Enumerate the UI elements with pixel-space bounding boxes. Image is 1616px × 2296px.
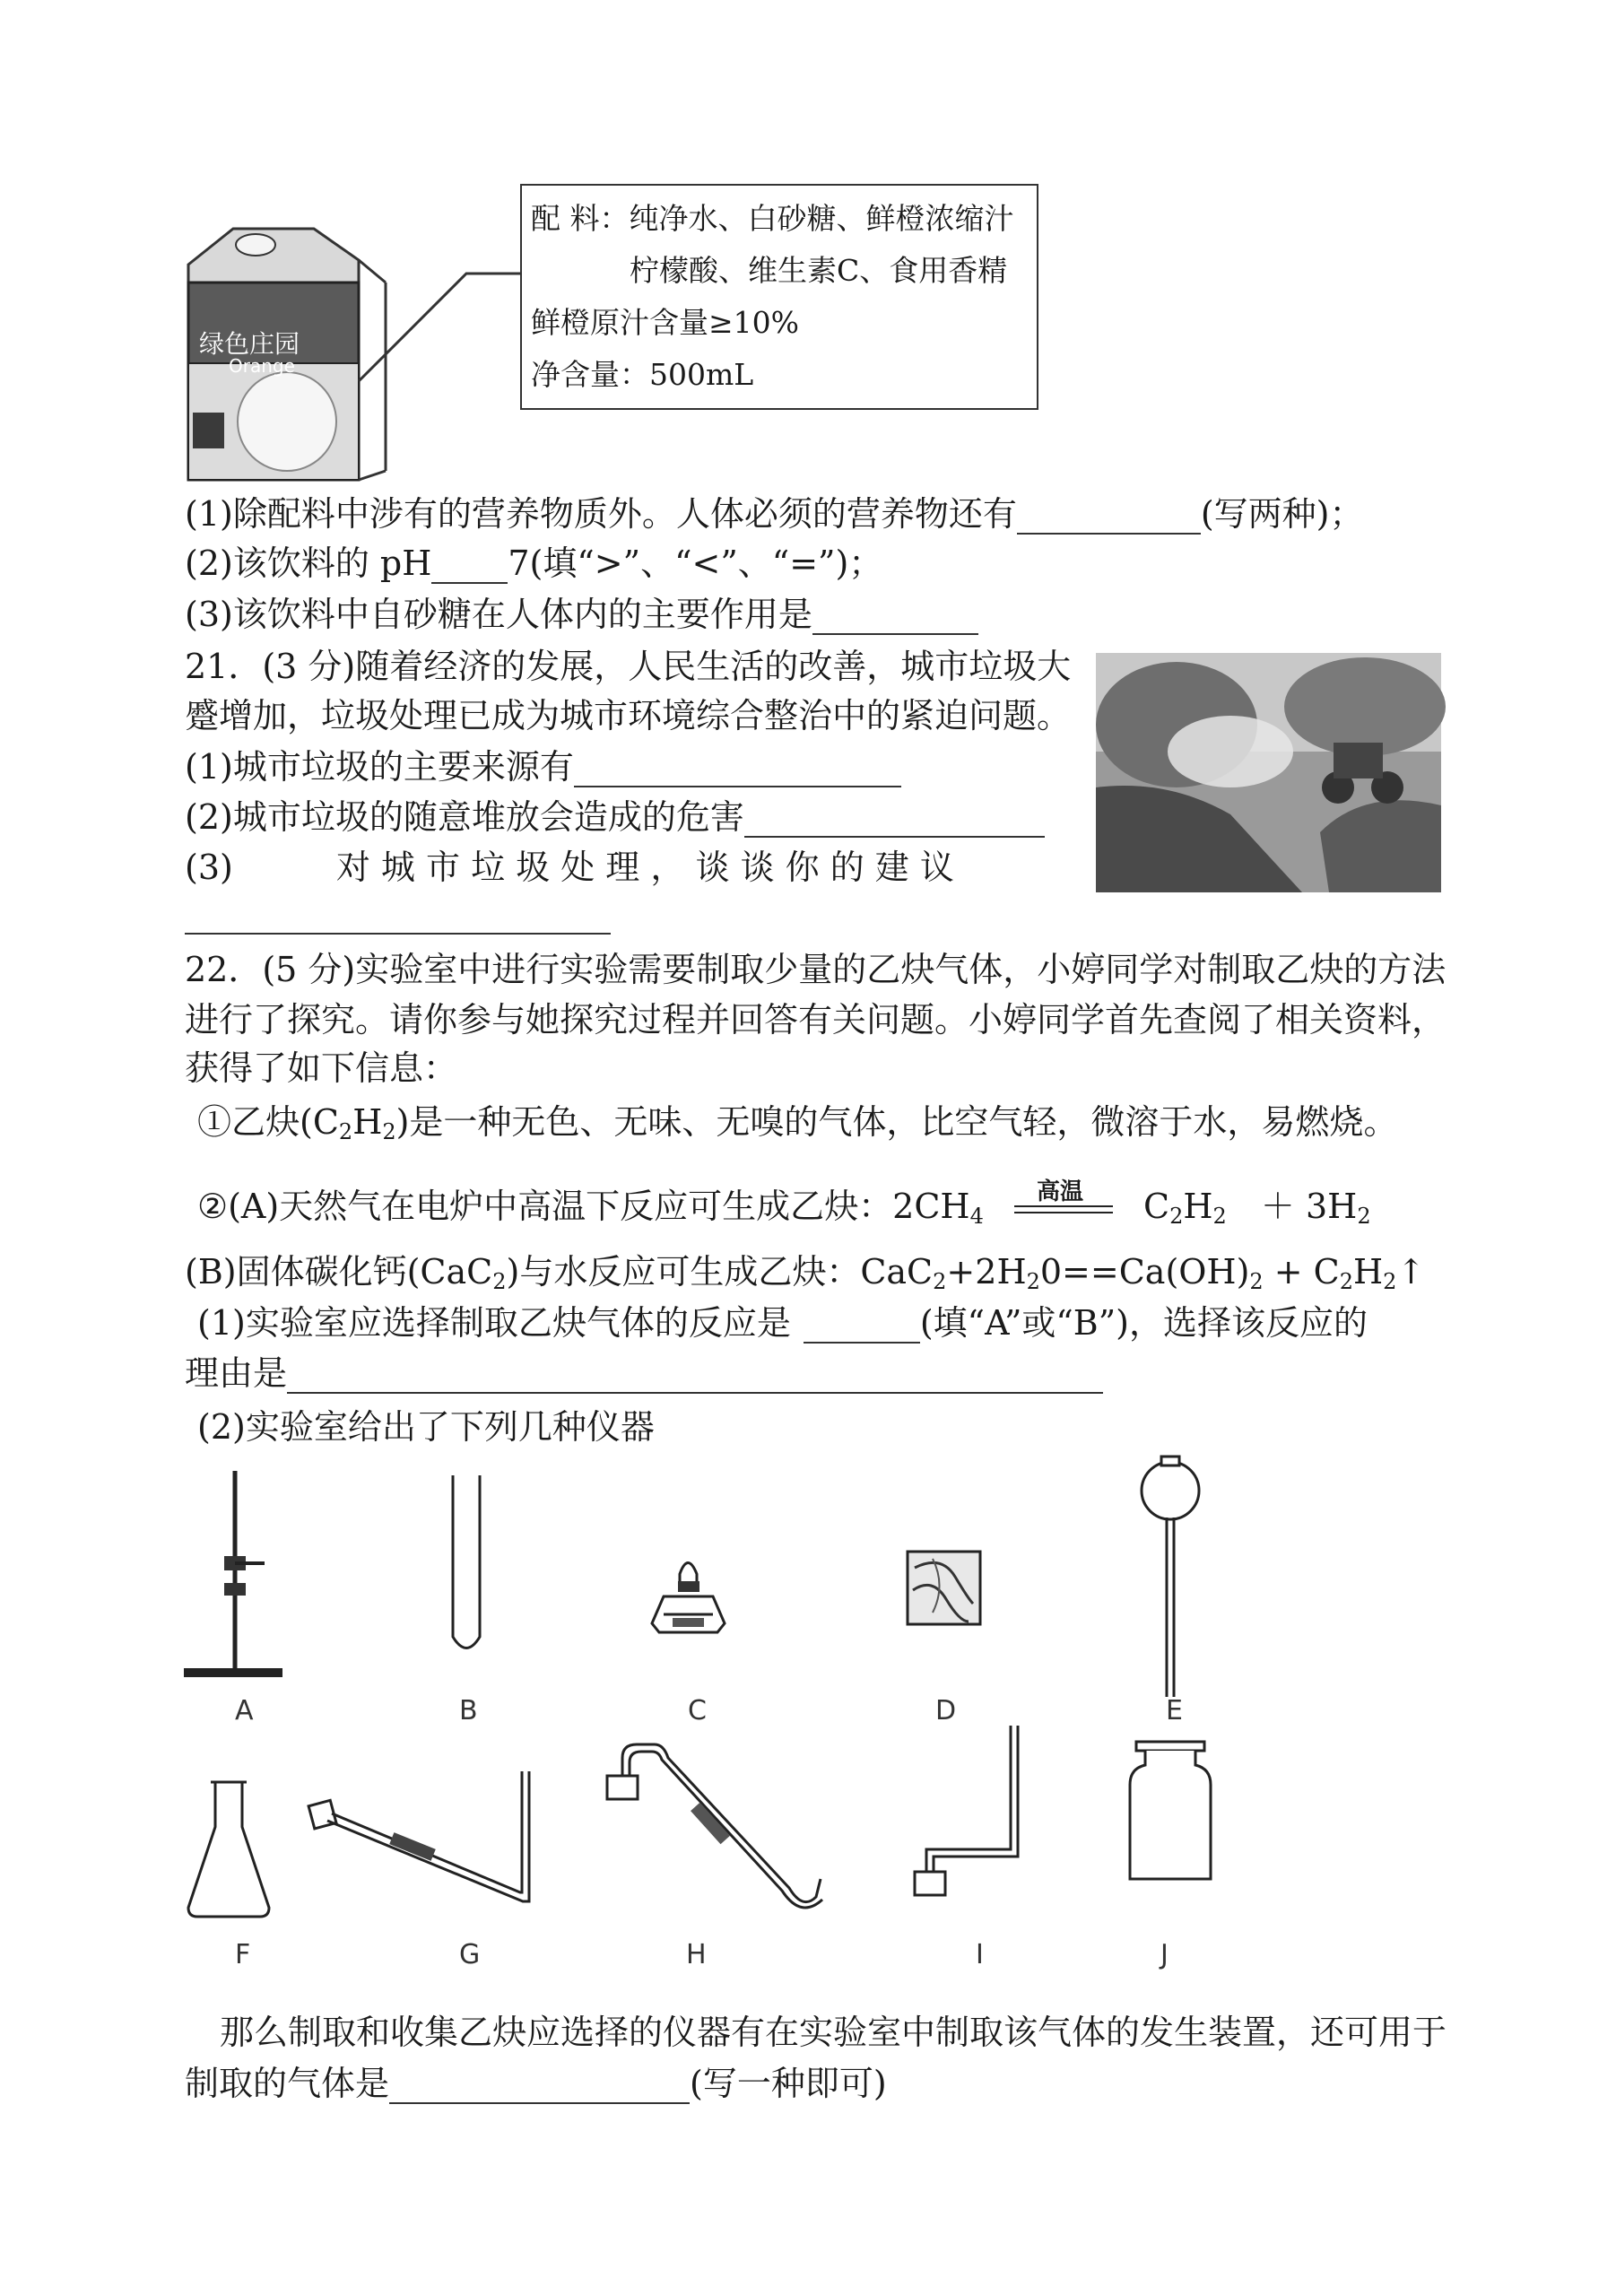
q22-sub1: (1)实验室应选择制取乙炔气体的反应是 (填“A”或“B”)，选择该反应的 — [197, 1303, 1368, 1343]
test-tube-icon — [444, 1471, 489, 1659]
q22-final-1: 那么制取和收集乙炔应选择的仪器有在实验室中制取该气体的发生装置，还可用于 — [220, 2013, 1447, 2052]
q20-sub3: (3)该饮料中自砂糖在人体内的主要作用是 — [185, 594, 978, 635]
instrument-label-d: D — [935, 1695, 957, 1726]
instrument-label-a: A — [235, 1695, 254, 1726]
q22-info-b: (B)固体碳化钙(CaC$_2$)与水反应可生成乙炔：$CaC_2+2H_20==Ca(OH)_2$ + $C_2H_2↑$ — [185, 1252, 1426, 1294]
instrument-label-g: G — [459, 1939, 481, 1970]
juice-box-brand: 绿色庄园 — [199, 329, 300, 359]
instrument-label-i: I — [976, 1939, 984, 1970]
instrument-label-h: H — [686, 1939, 707, 1970]
q22-intro-1: 22．(5 分)实验室中进行实验需要制取少量的乙炔气体，小婷同学对制取乙炔的方法 — [185, 950, 1447, 989]
juice-box-subtext: Orange — [229, 355, 295, 377]
instrument-label-j: J — [1160, 1939, 1169, 1970]
q21-sub2: (2)城市垃圾的随意堆放会造成的危害 — [185, 796, 1045, 838]
instrument-label-e: E — [1166, 1695, 1183, 1726]
reagent-bottle-icon — [1125, 1740, 1215, 1883]
q22-info-1: ①乙炔$(C_2H_2)$是一种无色、无味、无嗅的气体，比空气轻，微溶于水，易燃烧。 — [197, 1102, 1398, 1144]
q22-intro-2: 进行了探究。请你参与她探究过程并回答有关问题。小婷同学首先查阅了相关资料， — [185, 1000, 1447, 1039]
q21-sub2-blank[interactable] — [744, 804, 1045, 838]
reaction-arrow — [1014, 1178, 1113, 1227]
q20-sub1-blank[interactable] — [1017, 500, 1201, 535]
q21-sub1: (1)城市垃圾的主要来源有 — [185, 746, 901, 787]
garbage-photo — [1096, 653, 1441, 892]
bent-tube-stopper-icon — [300, 1767, 543, 1906]
q20-sub3-blank[interactable] — [812, 601, 978, 635]
instrument-label-c: C — [688, 1695, 707, 1726]
q22-final-2: 制取的气体是 (写一种即可) — [185, 2064, 887, 2103]
wooden-block-icon — [906, 1550, 982, 1626]
q21-sub3-blank[interactable] — [185, 900, 611, 935]
reaction-condition: 高温 — [1036, 1178, 1083, 1205]
net-content: 净含量：500mL — [531, 357, 754, 392]
q22-sub1-reason: 理由是 — [185, 1352, 1103, 1394]
alcohol-lamp-icon — [646, 1552, 731, 1637]
separatory-funnel-icon — [1139, 1455, 1202, 1699]
q21-sub3: (3) 对 城 市 垃 圾 处 理 ， 谈 谈 你 的 建 议 — [185, 848, 954, 887]
q22-sub2: (2)实验室给出了下列几种仪器 — [197, 1407, 655, 1447]
instrument-label-b: B — [459, 1695, 478, 1726]
ingredients-line-1: 配 料：纯净水、白砂糖、鲜橙浓缩汁 — [531, 201, 1014, 236]
q20-sub2-blank[interactable] — [431, 550, 508, 584]
l-tube-icon — [883, 1724, 1036, 1903]
q22-reason-blank[interactable] — [287, 1360, 1103, 1394]
conical-flask-icon — [184, 1778, 274, 1921]
ingredient-label-box — [520, 184, 1038, 410]
q21-intro-2: 蹙增加，垃圾处理已成为城市环境综合整治中的紧迫问题。 — [185, 696, 1072, 735]
q20-sub2: (2)该饮料的 pH 7(填“>”、“<”、“=”)； — [185, 544, 883, 583]
ingredients-line-2: 柠檬酸、维生素C、食用香精 — [630, 253, 1008, 288]
q21-sub1-blank[interactable] — [574, 753, 901, 787]
iron-stand-icon — [179, 1466, 287, 1682]
q20-sub1: (1)除配料中涉有的营养物质外。人体必须的营养物还有 (写两种)； — [185, 494, 1364, 534]
q21-intro-1: 21．(3 分)随着经济的发展，人民生活的改善，城市垃圾大 — [185, 647, 1072, 686]
q22-info-2: ②(A)天然气在电炉中高温下反应可生成乙炔：$2CH_4$ 高温 $C_2H_2 + 3H_2$ — [197, 1186, 1371, 1227]
juice-content: 鲜橙原汁含量≥10% — [531, 305, 799, 340]
delivery-tube-icon — [596, 1731, 830, 1919]
q22-intro-3: 获得了如下信息： — [185, 1048, 458, 1088]
instrument-label-f: F — [235, 1939, 251, 1970]
q22-sub1-blank[interactable] — [804, 1309, 920, 1344]
q22-final-blank[interactable] — [389, 2070, 690, 2104]
